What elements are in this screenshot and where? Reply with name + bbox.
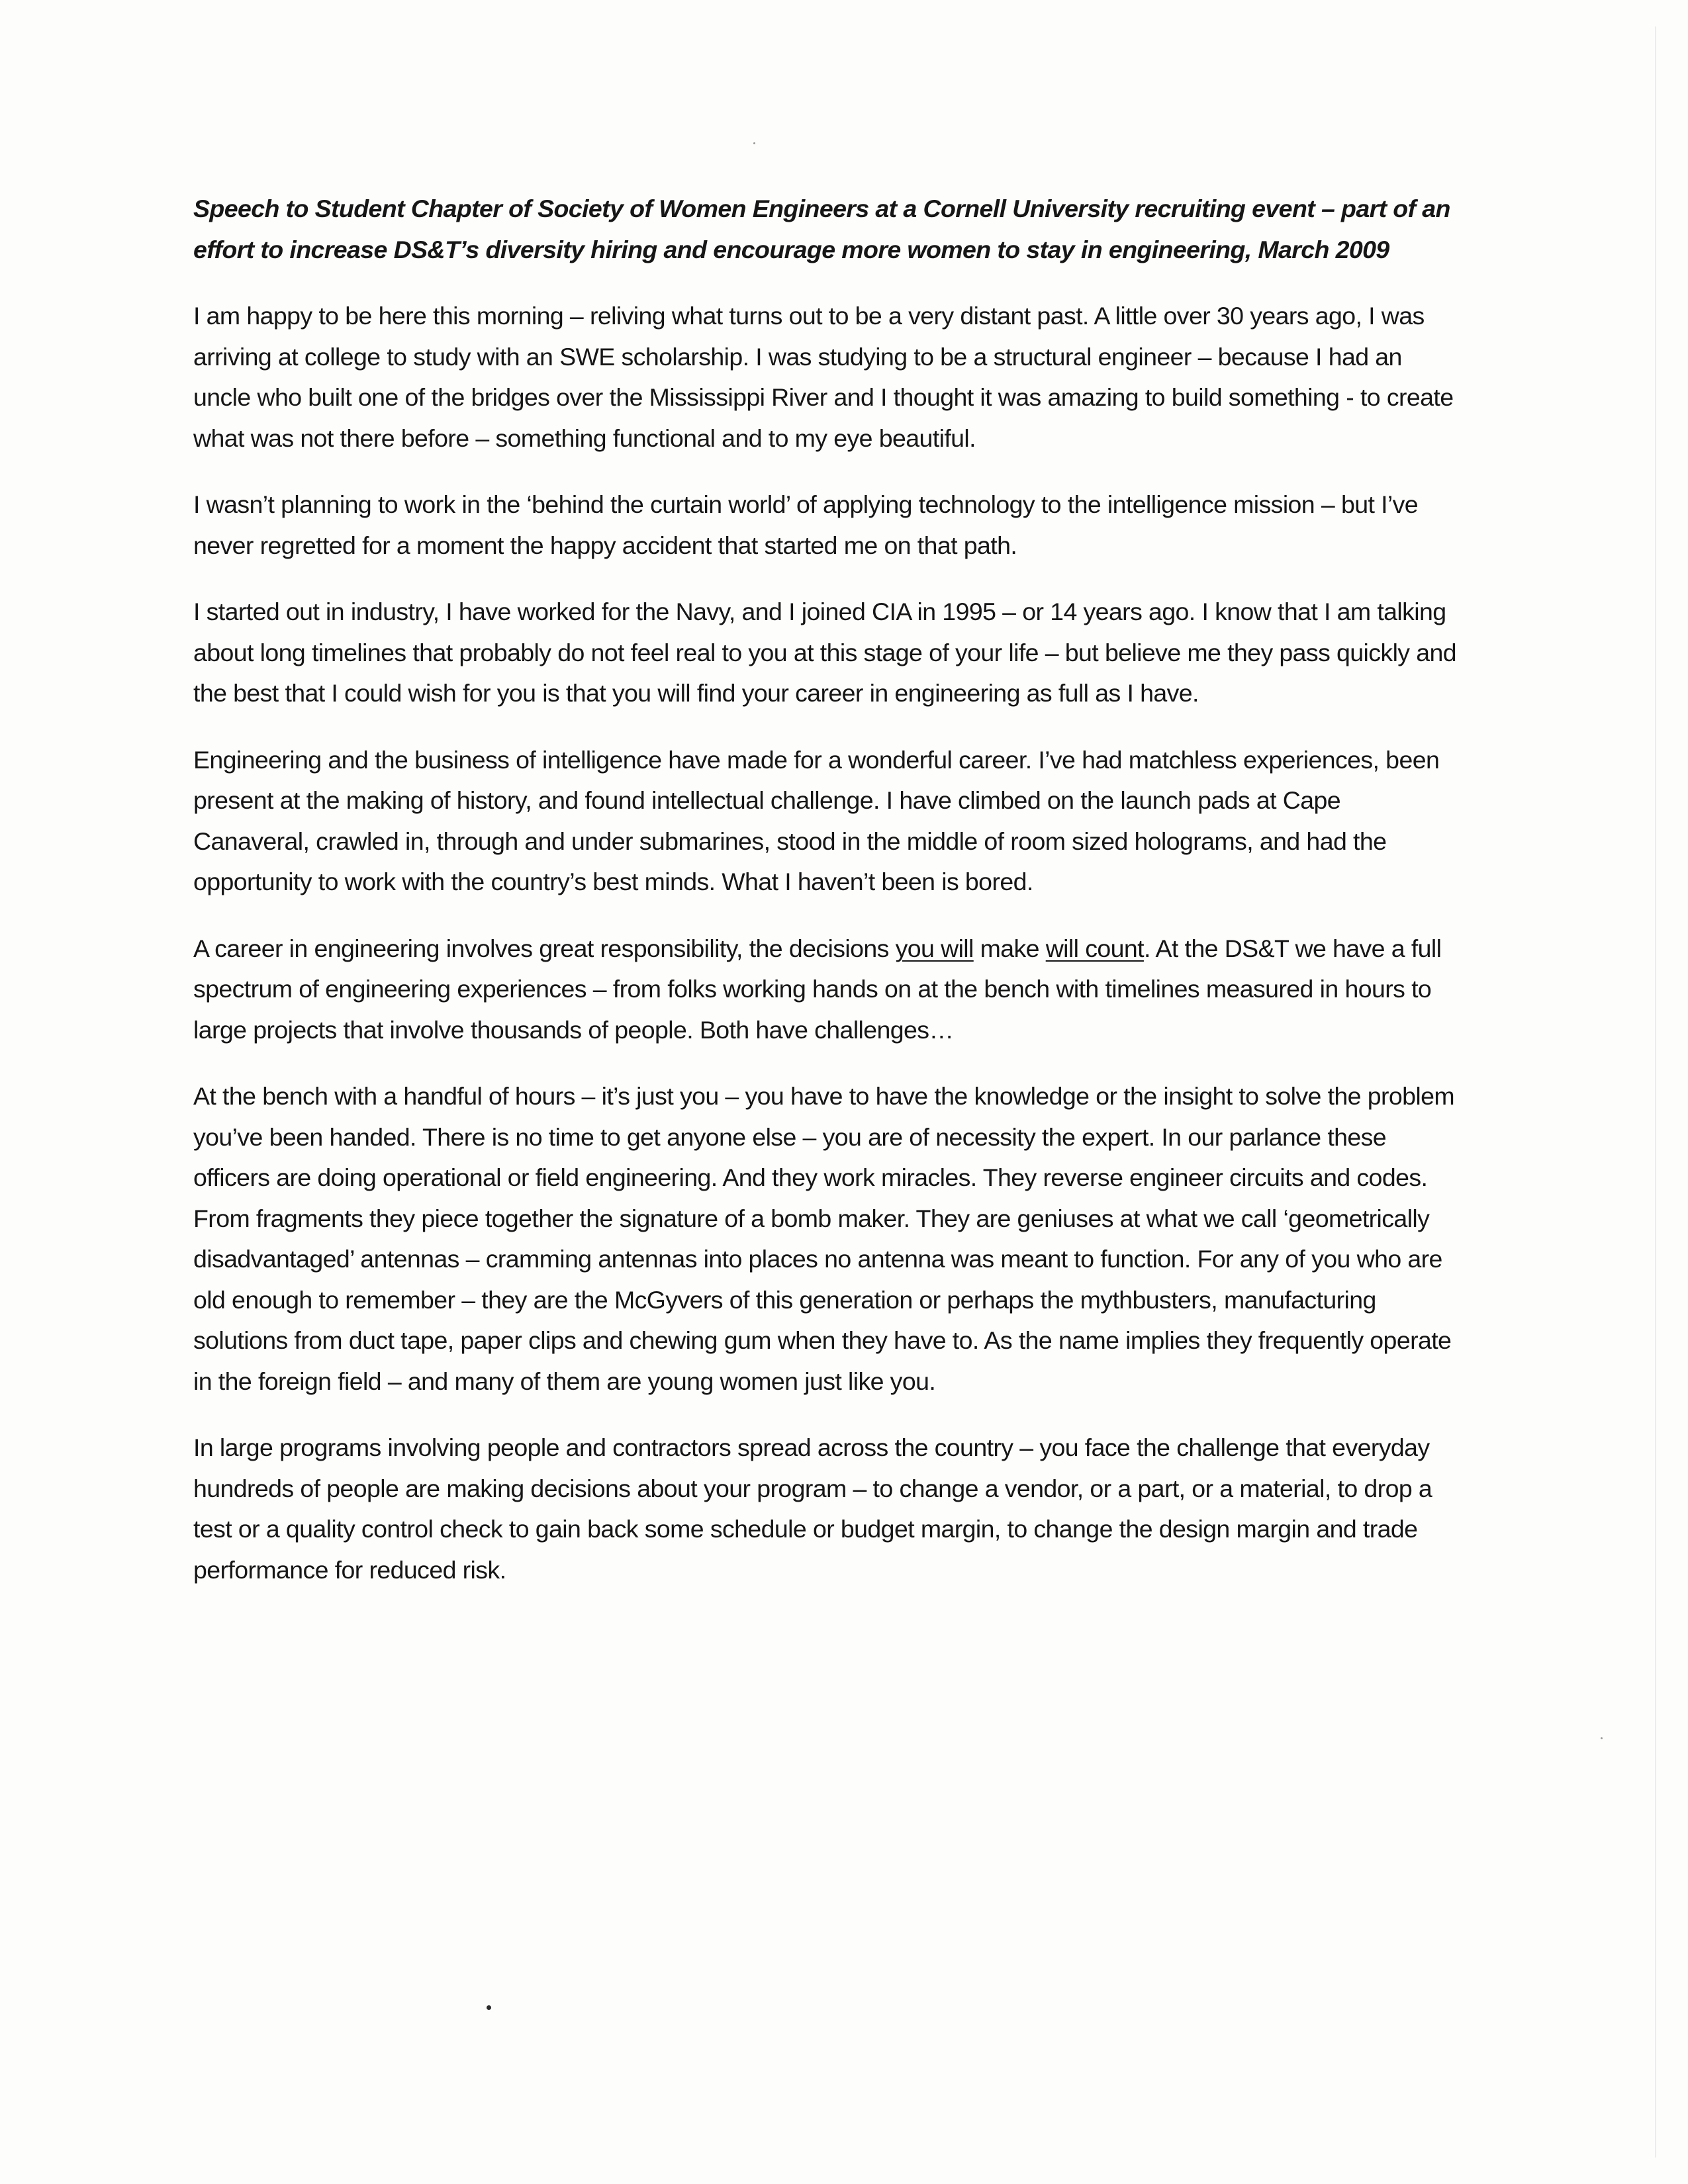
responsibility-text-1: A career in engineering involves great responsibility, the decisions	[193, 934, 896, 962]
paragraph-career-history: I started out in industry, I have worked for the Navy, and I joined CIA in 1995 – or 14 years ago. I know that I am talking about long timelines that probably do not feel real to you at this stage of your life – but believe me they pass quickly and the best that I could wish for you is that you will find your career in engineering as full as I have.	[193, 598, 1457, 707]
paragraph-responsibility	[193, 929, 1458, 1051]
paragraph-wonderful-career: Engineering and the business of intelligence have made for a wonderful career. I’ve had matchless experiences, been present at the making of history, and found intellectual challenge. I have climbed on the launch pads at Cape Canaveral, crawled in, through and under submarines, stood in the middle of room sized holograms, and had the opportunity to work with the country’s best minds. What I haven’t been is bored.	[193, 745, 1440, 895]
underlined-you-will: you will	[895, 934, 974, 962]
paragraph-intro: I am happy to be here this morning – reliving what turns out to be a very distant past. A little over 30 years ago, I was arriving at college to study with an SWE scholarship. I was studying to be a structural engineer – because I had an uncle who built one of the bridges over the Mississippi River and I thought it was amazing to build something - to create what was not there before – something functional and to my eye beautiful.	[193, 302, 1454, 452]
speech-heading: Speech to Student Chapter of Society of Women Engineers at a Cornell University recruiting event – part of an effort to increase DS&T’s diversity hiring and encourage more women to stay in engineering, March 2009	[193, 195, 1450, 263]
scan-edge-line	[1655, 26, 1656, 2158]
paragraph-bench-engineering: At the bench with a handful of hours – it’s just you – you have to have the knowledge or the insight to solve the problem you’ve been handed. There is no time to get anyone else – you are of necessity the expert. In our parlance these officers are doing operational or field engineering. And they work miracles. They reverse engineer circuits and codes. From fragments they piece together the signature of a bomb maker. They are geniuses at what we call ‘geometrically disadvantaged’ antennas – cramming antennas into places no antenna was meant to function. For any of you who are old enough to remember – they are the McGyvers of this generation or perhaps the mythbusters, manufacturing solutions from duct tape, paper clips and chewing gum when they have to. As the name implies they frequently operate in the foreign field – and many of them are young women just like you.	[193, 1082, 1455, 1395]
responsibility-text-2: make	[973, 934, 1046, 962]
underlined-will-count: will count	[1045, 934, 1144, 962]
paragraph-large-programs: In large programs involving people and contractors spread across the country – you face the challenge that everyday hundreds of people are making decisions about your program – to change a vendor, or a part, or a material, to drop a test or a quality control check to gain back some schedule or budget margin, to change the design margin and trade performance for reduced risk.	[193, 1433, 1432, 1584]
scan-speck	[753, 142, 755, 144]
paragraph-curtain-world: I wasn’t planning to work in the ‘behind the curtain world’ of applying technology to the intelligence mission – but I’ve never regretted for a moment the happy accident that started me on that path.	[193, 490, 1419, 559]
responsibility-text-3: . At the DS&T we have a full spectrum of engineering experiences – from folks working hands on at the bench with timelines measured in hours to large projects that involve thousands of people. Both have challenges…	[193, 934, 1442, 1044]
scan-speck	[1601, 1737, 1603, 1739]
scan-speck	[487, 2005, 491, 2010]
speech-text	[193, 189, 1458, 1616]
